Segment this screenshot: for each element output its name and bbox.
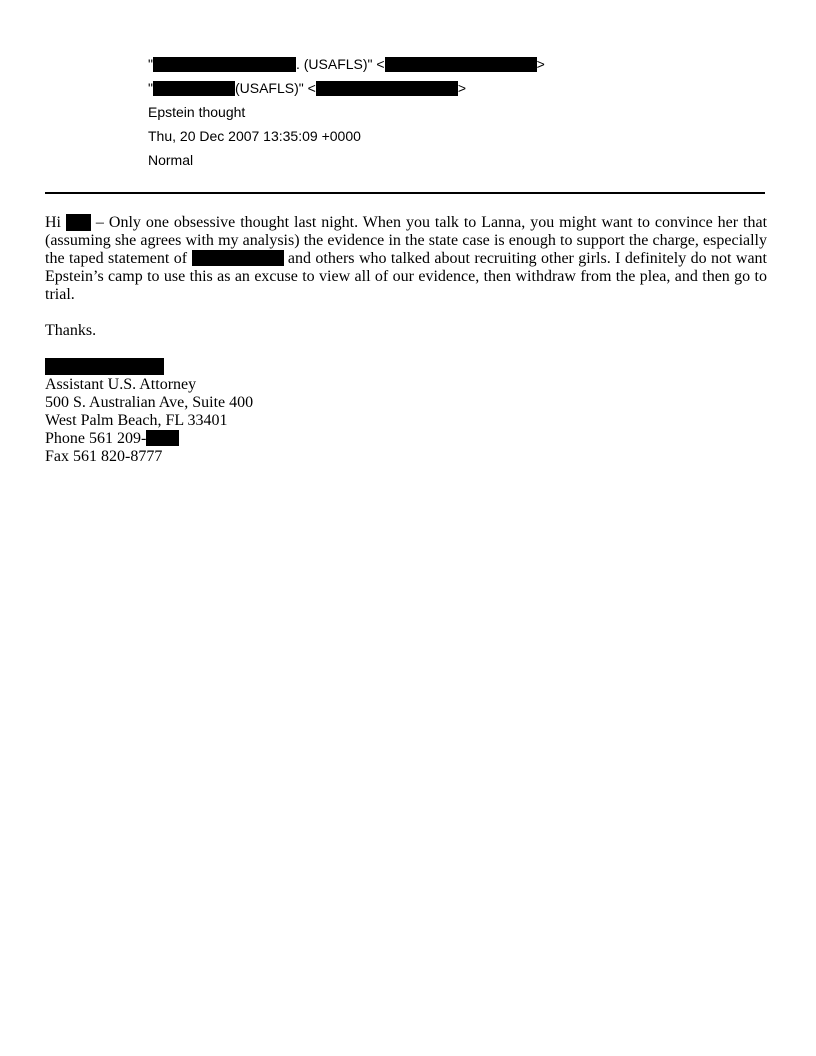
redaction-recipient-name bbox=[66, 214, 91, 231]
signature-phone bbox=[45, 430, 767, 448]
signature-address-line2: West Palm Beach, FL 33401 bbox=[45, 412, 228, 429]
redaction-to-name bbox=[153, 81, 235, 96]
to-quote: " bbox=[148, 80, 153, 96]
body-paragraph bbox=[45, 214, 767, 304]
signature-phone-prefix: Phone 561 209- bbox=[45, 430, 147, 447]
redaction-from-email bbox=[385, 57, 537, 72]
body-text-part2: and others who talked about recruiting other girls. I definitely do not want Epstein’s camp to use this as an excuse to view all of our evidence, then withdraw from the plea, and then go to trial. bbox=[45, 250, 767, 303]
to-close: > bbox=[457, 80, 466, 96]
from-name-suffix: . (USAFLS)" < bbox=[295, 56, 385, 72]
from-quote: " bbox=[148, 56, 153, 72]
redaction-phone bbox=[146, 430, 179, 446]
signature-fax: Fax 561 820-8777 bbox=[45, 448, 163, 465]
redaction-signature-name bbox=[45, 358, 164, 375]
signature-block bbox=[45, 358, 767, 466]
signature-title: Assistant U.S. Attorney bbox=[45, 376, 197, 393]
subject-value: Epstein thought bbox=[148, 104, 246, 120]
greeting: Hi bbox=[45, 214, 61, 231]
body-text-part1: – Only one obsessive thought last night. When you talk to Lanna, you might want to convince her that (assuming she agrees with my analysis) the evidence in the state case is enough to support the charge, especially the taped statement of bbox=[45, 214, 768, 267]
importance-value: Normal bbox=[148, 152, 194, 168]
from-close: > bbox=[536, 56, 545, 72]
redaction-to-email bbox=[316, 81, 458, 96]
redaction-victim-name bbox=[192, 250, 284, 266]
email-body bbox=[45, 214, 767, 466]
from-value bbox=[148, 55, 545, 73]
to-name-suffix: (USAFLS)" < bbox=[234, 80, 316, 96]
signature-address-line1: 500 S. Australian Ave, Suite 400 bbox=[45, 394, 254, 411]
header-divider bbox=[45, 192, 765, 194]
date-value: Thu, 20 Dec 2007 13:35:09 +0000 bbox=[148, 128, 361, 144]
signature-name-line bbox=[45, 358, 767, 376]
closing: Thanks. bbox=[45, 322, 97, 339]
to-value bbox=[148, 79, 466, 97]
redaction-from-name bbox=[153, 57, 296, 72]
